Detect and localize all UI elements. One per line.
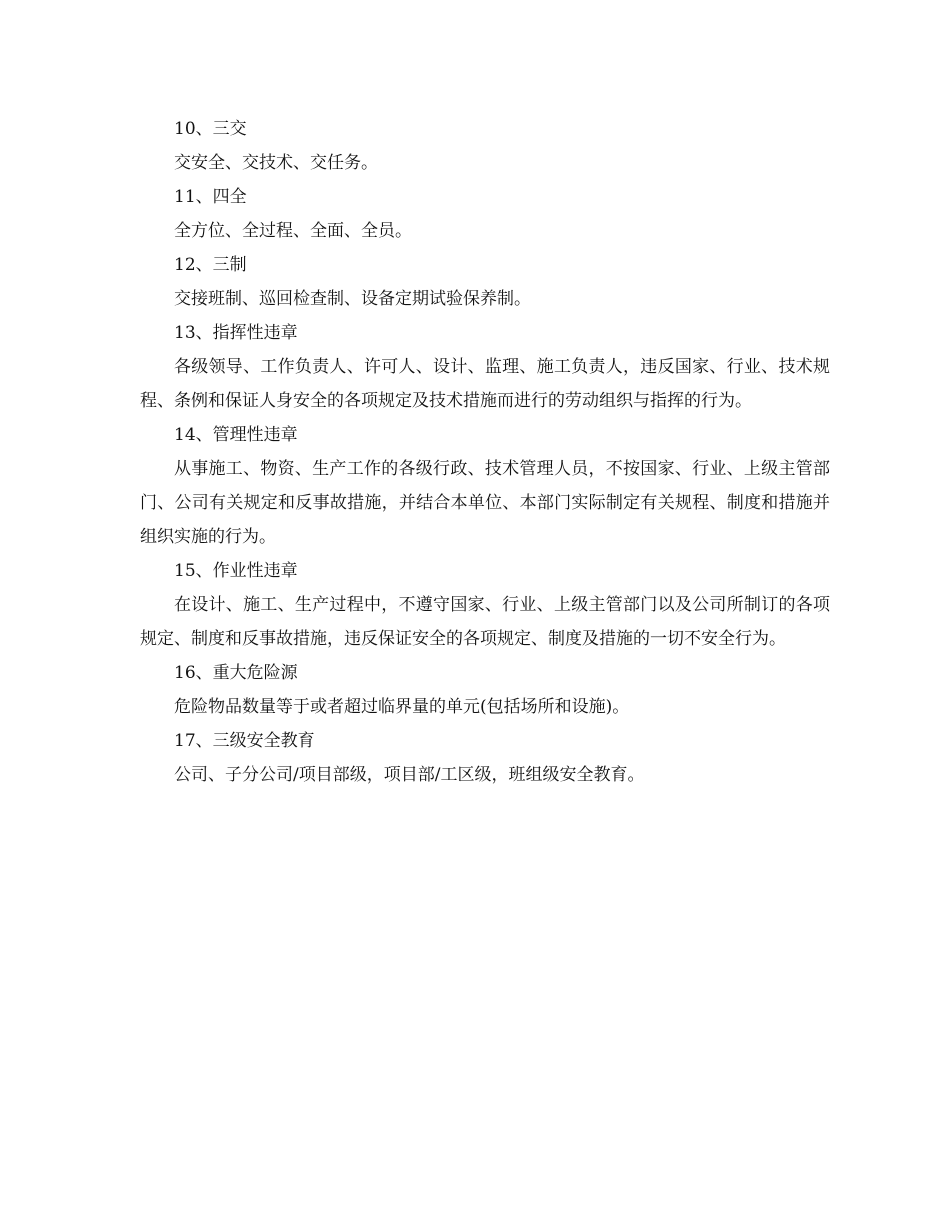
document-page bbox=[140, 112, 830, 792]
section-heading-16: 16、重大危险源 bbox=[174, 663, 298, 683]
section-heading-14: 14、管理性违章 bbox=[174, 425, 298, 445]
section-heading-17: 17、三级安全教育 bbox=[174, 731, 315, 751]
section-body-13: 各级领导、工作负责人、许可人、设计、监理、施工负责人，违反国家、行业、技术规程、条例和保证人身安全的各项规定及技术措施而进行的劳动组织与指挥的行为。 bbox=[140, 357, 830, 411]
section-body-17: 公司、子分公司/项目部级，项目部/工区级，班组级安全教育。 bbox=[174, 765, 645, 785]
section-heading-10: 10、三交 bbox=[174, 119, 247, 139]
section-body-14: 从事施工、物资、生产工作的各级行政、技术管理人员，不按国家、行业、上级主管部门、公司有关规定和反事故措施，并结合本单位、本部门实际制定有关规程、制度和措施并组织实施的行为。 bbox=[140, 459, 830, 547]
section-body-16: 危险物品数量等于或者超过临界量的单元(包括场所和设施)。 bbox=[174, 697, 630, 717]
section-heading-11: 11、四全 bbox=[174, 187, 247, 207]
section-body-11: 全方位、全过程、全面、全员。 bbox=[174, 221, 412, 241]
section-body-10: 交安全、交技术、交任务。 bbox=[174, 153, 378, 173]
section-heading-12: 12、三制 bbox=[174, 255, 247, 275]
section-body-15: 在设计、施工、生产过程中，不遵守国家、行业、上级主管部门以及公司所制订的各项规定、制度和反事故措施，违反保证安全的各项规定、制度及措施的一切不安全行为。 bbox=[140, 595, 830, 649]
section-body-12: 交接班制、巡回检查制、设备定期试验保养制。 bbox=[174, 289, 531, 309]
section-heading-15: 15、作业性违章 bbox=[174, 561, 298, 581]
section-heading-13: 13、指挥性违章 bbox=[174, 323, 298, 343]
